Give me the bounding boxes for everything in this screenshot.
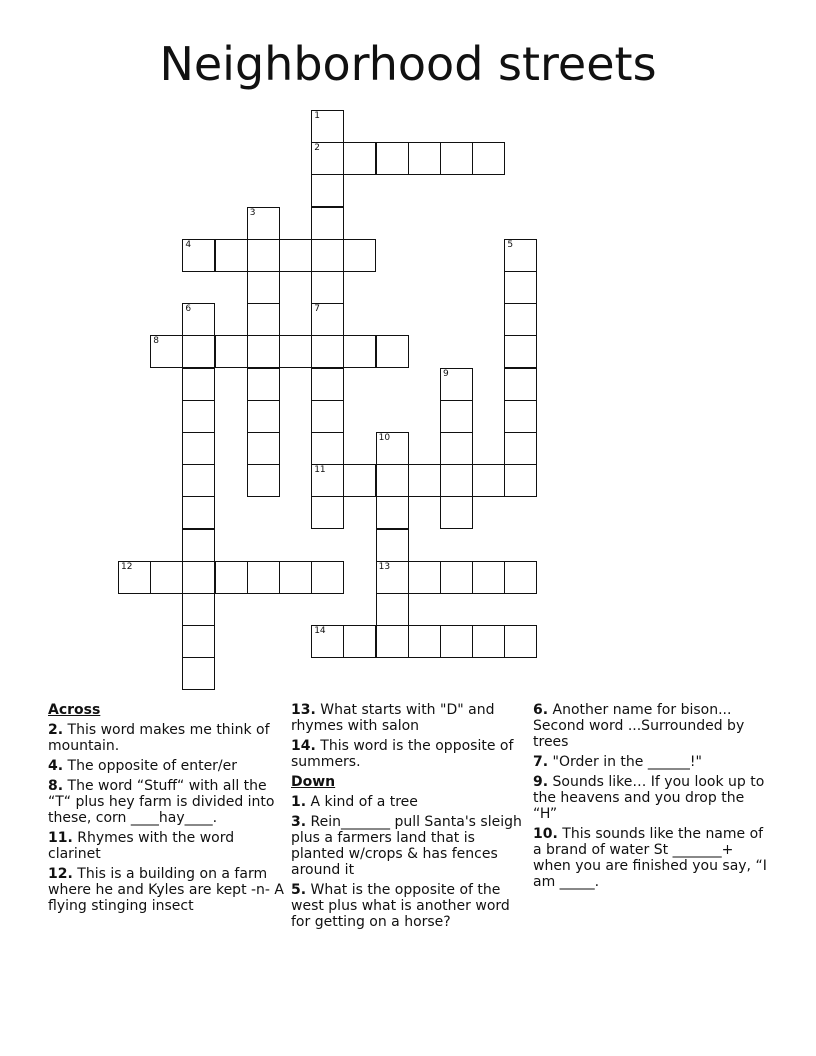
grid-cell [311, 368, 344, 401]
grid-cell [182, 335, 215, 368]
grid-cell [343, 464, 376, 497]
grid-cell [279, 239, 312, 272]
grid-cell [504, 335, 537, 368]
grid-cell [376, 561, 409, 594]
clue-number-label: 14 [314, 626, 326, 637]
grid-cell [182, 657, 215, 690]
grid-cell [215, 239, 248, 272]
grid-cell [150, 335, 183, 368]
down-clue-6: 6. Another name for bison... Second word ...Surrounded by trees [533, 702, 745, 750]
clue-number-label: 12 [121, 561, 133, 572]
grid-cell [472, 464, 505, 497]
across-clue-12: 12. This is a building on a farm where he and Kyles are kept -n- A flying stinging insect [48, 866, 285, 914]
grid-cell [311, 303, 344, 336]
grid-cell [215, 561, 248, 594]
grid-cell [504, 625, 537, 658]
across-clue-11: 11. Rhymes with the word clarinet [48, 830, 235, 862]
clue-number-label: 3 [249, 207, 256, 218]
grid-cell [311, 496, 344, 529]
grid-cell [343, 335, 376, 368]
grid-cell [311, 464, 344, 497]
clue-number-label: 6 [185, 304, 192, 315]
clue-number-label: 4 [185, 239, 192, 250]
clue-number-label: 10 [378, 433, 391, 443]
grid-cell [376, 625, 409, 658]
grid-cell [504, 464, 537, 497]
across-clue-14: 14. This word is the opposite of summers. [291, 738, 514, 770]
grid-cell [247, 271, 280, 304]
clue-number-label: 8 [153, 336, 159, 347]
grid-cell [311, 239, 344, 272]
down-clue-10: 10. This sounds like the name of a brand of water St _______+ when you are finished you say, “I am _____. [533, 826, 767, 890]
grid-cell [311, 271, 344, 304]
grid-cell [376, 335, 409, 368]
clue-number-label: 2 [314, 143, 320, 154]
grid-cell [376, 432, 409, 465]
grid-cell [376, 496, 409, 529]
grid-cell [182, 625, 215, 658]
grid-cell [504, 368, 537, 401]
grid-cell [247, 464, 280, 497]
across-clue-13: 13. What starts with "D" and rhymes with salon [291, 702, 495, 734]
grid-cell [182, 593, 215, 626]
grid-cell [247, 432, 280, 465]
grid-cell [504, 432, 537, 465]
grid-cell [311, 625, 344, 658]
grid-cell [376, 142, 409, 175]
clues-column-3 [533, 702, 769, 894]
grid-cell [247, 400, 280, 433]
grid-cell [311, 400, 344, 433]
grid-cell [343, 142, 376, 175]
clue-number-label: 11 [314, 465, 326, 476]
grid-cell [440, 432, 473, 465]
clue-number-label: 7 [314, 304, 320, 315]
grid-cell [311, 207, 344, 240]
grid-cell [215, 335, 248, 368]
clue-number-label: 5 [507, 239, 514, 250]
grid-cell [343, 625, 376, 658]
grid-cell [182, 239, 215, 272]
grid-cell [182, 561, 215, 594]
grid-cell [376, 529, 409, 562]
down-clue-1: 1. A kind of a tree [291, 794, 418, 810]
grid-cell [472, 142, 505, 175]
grid-cell [311, 174, 344, 207]
across-clue-8: 8. The word “Stuff“ with all the “T“ plus hey farm is divided into these, corn ____hay____. [48, 778, 275, 826]
clues-column-2 [291, 702, 523, 934]
grid-cell [182, 496, 215, 529]
grid-cell [472, 561, 505, 594]
grid-cell [311, 110, 344, 143]
grid-cell [343, 239, 376, 272]
grid-cell [247, 335, 280, 368]
grid-cell [504, 400, 537, 433]
grid-cell [440, 464, 473, 497]
grid-cell [440, 400, 473, 433]
grid-cell [182, 368, 215, 401]
grid-cell [182, 303, 215, 336]
grid-cell [376, 593, 409, 626]
down-clue-5: 5. What is the opposite of the west plus what is another word for getting on a horse? [291, 882, 510, 930]
across-clue-4: 4. The opposite of enter/er [48, 758, 238, 774]
across-heading: Across [48, 702, 101, 718]
grid-cell [182, 529, 215, 562]
grid-cell [150, 561, 183, 594]
grid-cell [408, 561, 441, 594]
grid-cell [311, 335, 344, 368]
grid-cell [311, 142, 344, 175]
down-clue-7: 7. "Order in the ______!" [533, 754, 702, 770]
grid-cell [311, 432, 344, 465]
grid-cell [182, 464, 215, 497]
grid-cell [279, 335, 312, 368]
grid-cell [504, 303, 537, 336]
across-clue-2: 2. This word makes me think of mountain. [48, 722, 270, 754]
grid-cell [408, 142, 441, 175]
grid-cell [247, 207, 280, 240]
grid-cell [247, 561, 280, 594]
down-clue-9: 9. Sounds like… If you look up to the heavens and you drop the “H” [533, 774, 765, 822]
grid-cell [440, 142, 473, 175]
grid-cell [311, 561, 344, 594]
grid-cell [408, 464, 441, 497]
page-title: Neighborhood streets [159, 37, 657, 91]
grid-cell [472, 625, 505, 658]
grid-cell [118, 561, 151, 594]
grid-cell [247, 303, 280, 336]
grid-cell [182, 400, 215, 433]
grid-cell [440, 368, 473, 401]
clue-number-label: 13 [378, 561, 391, 572]
clue-number-label: 9 [443, 368, 449, 379]
grid-cell [504, 561, 537, 594]
down-clue-3: 3. Rein_______ pull Santa's sleigh plus a farmers land that is planted w/crops & has fences around it [291, 814, 522, 878]
grid-cell [247, 239, 280, 272]
down-heading: Down [291, 774, 336, 790]
grid-cell [408, 625, 441, 658]
grid-cell [440, 561, 473, 594]
grid-cell [376, 464, 409, 497]
clue-number-label: 1 [314, 111, 320, 121]
grid-cell [440, 625, 473, 658]
grid-cell [247, 368, 280, 401]
clues-column-1 [48, 702, 284, 918]
grid-cell [504, 271, 537, 304]
grid-cell [504, 239, 537, 272]
grid-cell [279, 561, 312, 594]
grid-cell [182, 432, 215, 465]
grid-cell [440, 496, 473, 529]
